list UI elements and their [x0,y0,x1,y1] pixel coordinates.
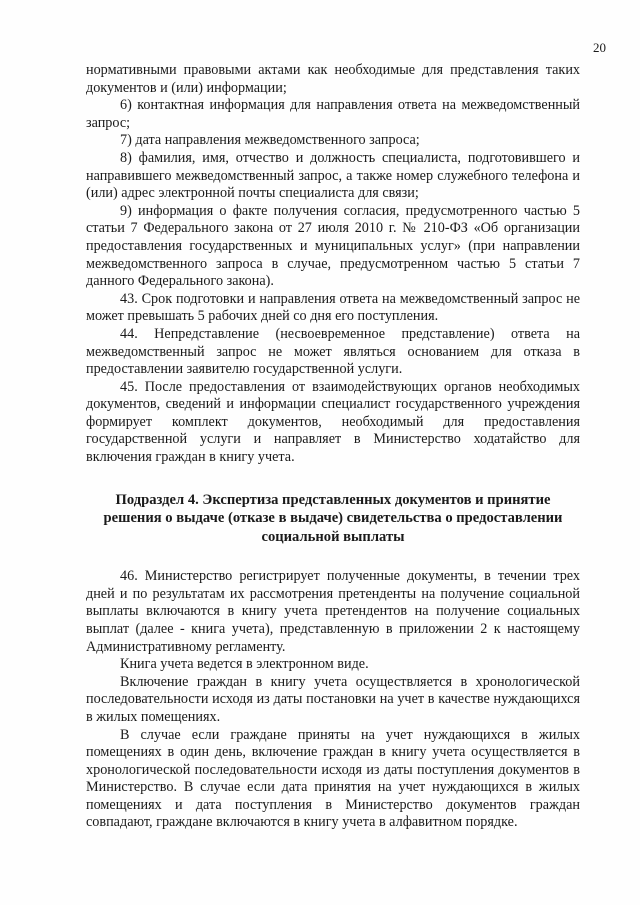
clause-44: 44. Непредставление (несвоевременное представление) ответа на межведомственный запрос не может являться основанием для отказа в предоставлении заявителю государственной услуги. [86,325,580,378]
paragraph-electronic-book: Книга учета ведется в электронном виде. [120,656,369,673]
list-item-9: 9) информация о факте получения согласия, предусмотренного частью 5 статьи 7 Федерального закона от 27 июля 2010 г. № 210-ФЗ «Об организации предоставления государственных и муниципальных услуг» (при направлении межведомственного запроса в случае, предусмотренном частью 5 статьи 7 данного Федерального закона). [86,202,580,290]
page-number: 20 [593,40,606,55]
list-item-7: 7) дата направления межведомственного запроса; [120,132,420,149]
clause-45: 45. После предоставления от взаимодействующих органов необходимых документов, сведений и информации специалист государственного учреждения формирует комплект документов, необходимый для предоставления государственной услуги и направляет в Министерство ходатайство для включения граждан в книгу учета. [86,378,580,466]
paragraph-continuation: нормативными правовыми актами как необходимые для представления таких документов и (или) информации; [86,62,580,96]
list-item-8: 8) фамилия, имя, отчество и должность специалиста, подготовившего и направившего межведомственный запрос, а также номер служебного телефона и (или) адрес электронной почты специалиста для связи; [86,149,580,202]
list-item-6: 6) контактная информация для направления ответа на межведомственный запрос; [86,97,580,131]
paragraph-same-day: В случае если граждане приняты на учет нуждающихся в жилых помещениях в один день, включение граждан в книгу учета осуществляется в хронологической последовательности исходя из даты поступления документов в Министерство. В случае если дата принятия на учет нуждающихся в жилых помещениях и дата поступления в Министерство документов граждан совпадают, граждане включаются в книгу учета в алфавитном порядке. [86,726,580,831]
clause-43: 43. Срок подготовки и направления ответа на межведомственный запрос не может превышать 5 рабочих дней со дня его поступления. [86,290,580,325]
paragraph-chronological: Включение граждан в книгу учета осуществляется в хронологической последовательности исходя из даты постановки на учет в качестве нуждающихся в жилых помещениях. [86,673,580,725]
clause-46: 46. Министерство регистрирует полученные документы, в течении трех дней и по результатам их рассмотрения претенденты на получение социальной выплаты включаются в книгу учета претендентов на получение социальных выплат (далее - книга учета), представленную в приложении 2 к настоящему Административному регламенту. [86,568,580,655]
document-body [86,62,580,832]
section-heading: Подраздел 4. Экспертиза представленных документов и принятие решения о выдаче (отказе в выдаче) свидетельства о предоставлении социальной выплаты [103,491,563,545]
